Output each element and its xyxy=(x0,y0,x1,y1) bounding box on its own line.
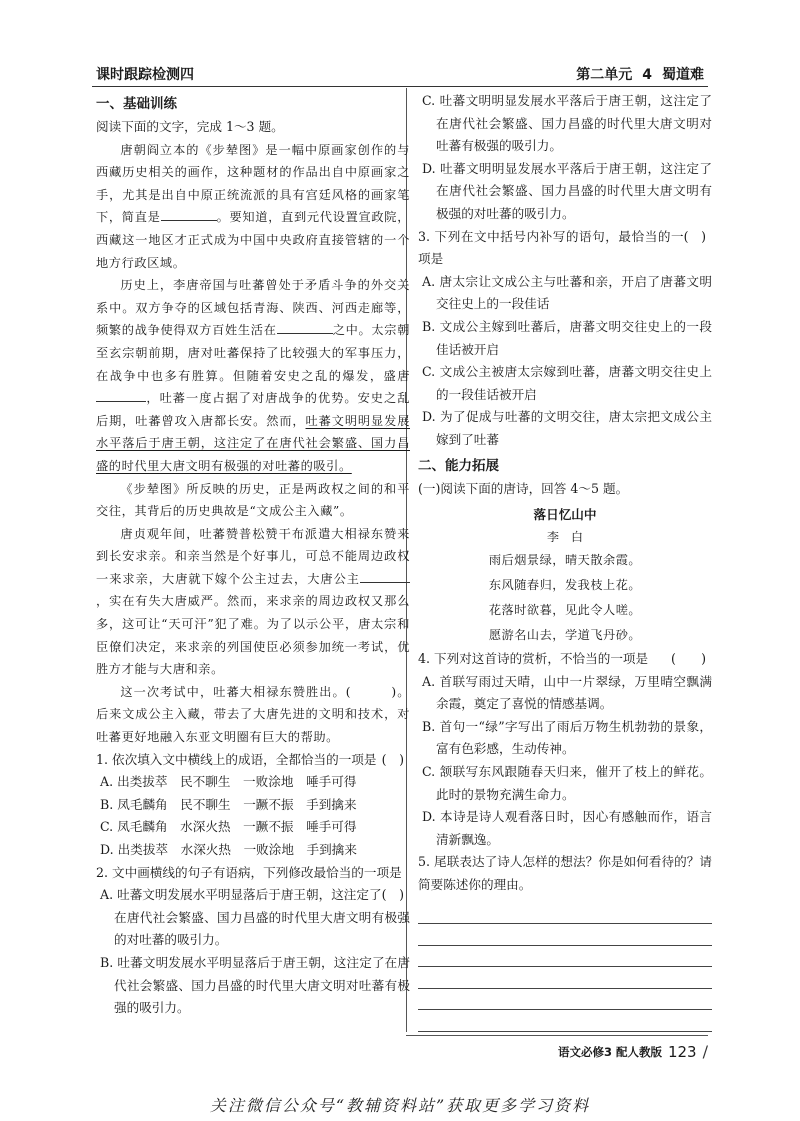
passage-para-2: 历史上，李唐帝国与吐蕃曾处于矛盾斗争的外交关系中。双方争夺的区域包括青海、陕西、河西走廊等，频繁的战争使得双方百姓生活在 之中。太宗朝至玄宗朝前期，唐对吐蕃保持了比较强大的军事压力，在战争中也多有胜算。但随着安史之乱的爆发，盛唐，吐蕃一度占据了对唐战争的优势。安史之乱后期，吐蕃曾攻入唐都长安。然而，吐蕃文明明显发展水平落后于唐王朝，这注定了在唐代社会繁盛、国力昌盛的时代里大唐文明有极强的对吐蕃的吸引。 xyxy=(96,278,410,473)
question-1: ( ) 1. 依次填入文中横线上的成语，全都恰当的一项是 xyxy=(96,749,410,772)
footer xyxy=(558,1042,708,1061)
answer-line[interactable] xyxy=(418,946,712,968)
poem-line: 愿游名山去，学道飞丹砂。 xyxy=(488,628,642,643)
answer-line[interactable] xyxy=(418,903,712,925)
q1-option-d[interactable]: D. 出类拔萃 水深火热 一败涂地 手到擒来 xyxy=(100,842,357,857)
answer-line[interactable] xyxy=(418,924,712,946)
poem-intro: (一)阅读下面的唐诗，回答 4～5 题。 xyxy=(418,480,629,496)
answer-bracket-1[interactable]: ( ) xyxy=(381,751,404,767)
reading-intro: 阅读下面的文字，完成 1～3 题。 xyxy=(96,119,284,134)
q2-option-b[interactable]: B. 吐蕃文明发展水平明显落后于唐王朝，这注定了在唐代社会繁盛、国力昌盛的时代里大唐文明对吐蕃有极强的吸引力。 xyxy=(100,954,410,1016)
section-basic-training: 一、基础训练 xyxy=(96,96,177,112)
header-left: 课时跟踪检测四 xyxy=(96,67,194,83)
q4-option-a[interactable]: A. 首联写雨过天晴，山中一片翠绿，万里晴空飘满余霞，奠定了喜悦的情感基调。 xyxy=(422,673,712,712)
q2-option-d[interactable]: D. 吐蕃文明明显发展水平落后于唐王朝，这注定了在唐代社会繁盛、国力昌盛的时代里大唐文明有极强的对吐蕃的吸引力。 xyxy=(422,160,712,221)
poem-line: 花落时欲暮，见此令人嗟。 xyxy=(488,603,642,618)
q1-option-a[interactable]: A. 出类拔萃 民不聊生 一败涂地 唾手可得 xyxy=(100,774,357,790)
lesson-title: 蜀道难 xyxy=(662,67,704,83)
lesson-number: 4 xyxy=(642,67,652,83)
question-5: 5. 尾联表达了诗人怎样的想法？你是如何看待的？请简要陈述你的理由。 xyxy=(418,854,712,893)
fill-blank-4[interactable] xyxy=(360,570,410,583)
passage-para-5: 这一次考试中，吐蕃大相禄东赞胜出。( )。后来文成公主入藏，带去了大唐先进的文明和技术，对吐蕃更好地融入东亚文明圈有巨大的帮助。 xyxy=(96,684,410,745)
passage-para-1: 唐朝阎立本的《步辇图》是一幅中原画家创作的与西藏历史相关的画作，这种题材的作品出自中原画家之手，尤其是出自中原正统流派的具有宫廷风格的画家笔下，简直是 。要知道，直到元代设置宣政院，西藏这一地区才正式成为中国中央政府直接管辖的一个地方行政区域。 xyxy=(96,142,410,270)
passage-para-3: 《步辇图》所反映的历史，正是两政权之间的和平交往，其背后的历史典故是“文成公主入藏”。 xyxy=(96,481,410,519)
passage-para-4: 唐贞观年间，吐蕃赞普松赞干布派遣大相禄东赞来到长安求亲。和亲当然是个好事儿，可总不能周边政权一来求亲，大唐就下嫁个公主过去，大唐公主，实在有失大唐威严。然而，来求亲的周边政权又那么多，这可让“天可汗”犯了难。为了以示公平，唐太宗和臣僚们决定，来求亲的列国使臣必须参加统一考试，优胜方才能与大唐和亲。 xyxy=(96,526,410,677)
poem-line: 雨后烟景绿，晴天散余霞。 xyxy=(488,553,642,568)
header-right xyxy=(576,64,704,84)
poem-title: 落日忆山中 xyxy=(533,507,597,523)
poem-author: 李 白 xyxy=(546,530,583,545)
q2-option-c[interactable]: C. 吐蕃文明明显发展水平落后于唐王朝，这注定了在唐代社会繁盛、国力昌盛的时代里大唐文明对吐蕃有极强的吸引力。 xyxy=(422,93,712,154)
book-label: 语文必修3 配人教版 xyxy=(557,1044,662,1059)
answer-bracket-2[interactable]: ( ) xyxy=(381,887,404,903)
q4-option-c[interactable]: C. 颔联写东风跟随春天归来，催开了枝上的鲜花。此时的景物充满生命力。 xyxy=(422,764,712,802)
q3-option-b[interactable]: B. 文成公主嫁到吐蕃后，唐蕃文明交往史上的一段佳话被开启 xyxy=(422,318,712,357)
question-4: ( ) 4. 下列对这首诗的赏析，不恰当的一项是 xyxy=(418,648,712,671)
q3-option-c[interactable]: C. 文成公主被唐太宗嫁到吐蕃，唐蕃文明交往史上的一段佳话被开启 xyxy=(422,364,712,402)
poem-line: 东风随春归，发我枝上花。 xyxy=(488,578,642,593)
left-column xyxy=(96,90,410,1020)
section-ability-expansion: 二、能力拓展 xyxy=(418,457,499,474)
underlined-sentence: 吐蕃文明明显发展水平落后于唐王朝，这注定了在唐代社会繁盛、国力昌盛的时代里大唐文明有极强的对吐蕃的吸引。 xyxy=(96,413,410,473)
fill-blank-1[interactable] xyxy=(161,208,217,221)
answer-line[interactable] xyxy=(418,1010,712,1032)
header-rule xyxy=(92,86,708,87)
q3-option-a[interactable]: A. 唐太宗让文成公主与吐蕃和亲，开启了唐蕃文明交往史上的一段佳话 xyxy=(422,273,712,312)
answer-bracket-3[interactable]: ( ) xyxy=(683,228,706,244)
q4-option-d[interactable]: D. 本诗是诗人观看落日时，因心有感触而作，语言清新飘逸。 xyxy=(422,809,712,847)
footer-rule xyxy=(406,1035,708,1036)
footer-slash: / xyxy=(702,1042,708,1061)
right-column xyxy=(418,90,712,1032)
answer-line[interactable] xyxy=(418,967,712,989)
q1-option-c[interactable]: C. 凤毛麟角 水深火热 一蹶不振 唾手可得 xyxy=(100,819,357,835)
answer-line[interactable] xyxy=(418,989,712,1011)
q2-option-a[interactable]: A. 吐蕃文明发展水平明显落后于唐王朝，这注定了在唐代社会繁盛、国力昌盛的时代里大唐文明有极强的对吐蕃的吸引力。 xyxy=(100,887,410,948)
page-number: 123 xyxy=(667,1042,697,1061)
question-3: ( ) 3. 下列在文中括号内补写的语句，最恰当的一项是 xyxy=(418,226,712,271)
fill-blank-3[interactable] xyxy=(96,389,146,402)
q3-option-d[interactable]: D. 为了促成与吐蕃的文明交往，唐太宗把文成公主嫁到了吐蕃 xyxy=(422,409,712,447)
question-2: 2. 文中画横线的句子有语病，下列修改最恰当的一项是 ( ) xyxy=(96,862,410,885)
q4-option-b[interactable]: B. 首句一“绿”字写出了雨后万物生机勃勃的景象，富有色彩感，生动传神。 xyxy=(422,718,712,757)
unit-label: 第二单元 xyxy=(576,67,633,83)
answer-area[interactable] xyxy=(418,903,712,1032)
answer-bracket-4[interactable]: ( ) xyxy=(670,651,706,667)
fill-blank-2[interactable] xyxy=(277,321,333,334)
handwritten-note: 关注微信公众号“教辅资料站”获取更多学习资料 xyxy=(209,1096,591,1115)
q1-option-b[interactable]: B. 凤毛麟角 民不聊生 一蹶不振 手到擒来 xyxy=(100,796,357,812)
